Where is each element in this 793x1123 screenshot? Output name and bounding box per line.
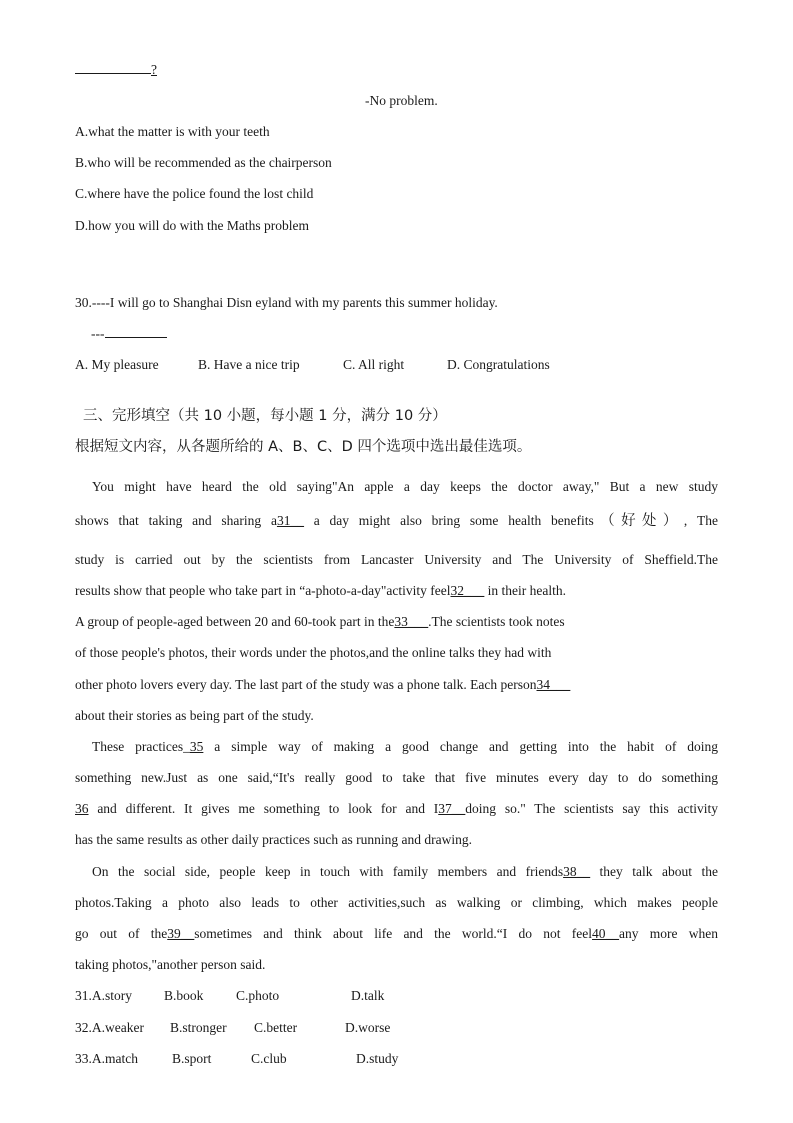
q29-prompt-line [75, 61, 157, 79]
passage-text: go out of the [75, 926, 168, 941]
q31-options [75, 987, 384, 1005]
passage-line-12: has the same results as other daily practices such as running and drawing. [75, 832, 473, 847]
passage-text: On the social side, people keep in touch with family members and friends [92, 864, 564, 879]
passage-text: doing so." The scientists say this activity [465, 801, 718, 816]
passage-text: in their health. [484, 583, 566, 598]
q31-option-a: 31.A.story [75, 988, 132, 1003]
passage-text: These practices_ [92, 739, 190, 754]
section3-instruction: 根据短文内容，从各题所给的 A、B、C、D 四个选项中选出最佳选项。 [75, 439, 532, 455]
passage-text: a day might also bring some health benefits [303, 513, 594, 528]
q30-option-c: C. All right [343, 357, 405, 372]
passage-line-7 [75, 676, 570, 694]
passage-text: any more when [619, 926, 718, 941]
q32-option-a: 32.A.weaker [75, 1020, 144, 1035]
blank-39: 39__ [167, 926, 195, 941]
passage-line-14: photos.Taking a photo also leads to other activities,such as walking or climbing, which makes people [75, 895, 718, 910]
passage-line-11 [75, 800, 718, 818]
passage-text: a simple way of making a good change and getting into the habit of doing [203, 739, 718, 754]
q32-options [75, 1019, 390, 1037]
q29-option-a: A.what the matter is with your teeth [75, 124, 270, 139]
passage-text: , The [683, 513, 718, 528]
q32-option-c: C.better [254, 1020, 298, 1035]
passage-line-16: taking photos,"another person said. [75, 957, 266, 972]
q33-option-b: B.sport [172, 1051, 212, 1066]
q30-option-b: B. Have a nice trip [198, 357, 300, 372]
passage-text: results show that people who take part in “a-photo-a-day"activity feel [75, 583, 451, 598]
passage-line-10: something new.Just as one said,“It's really good to take that five minutes every day to do something [75, 770, 718, 785]
passage-text: shows that taking and sharing a [75, 513, 277, 528]
q30-response-prefix: --- [91, 326, 105, 341]
passage-line-5 [75, 613, 565, 631]
passage-text: other photo lovers every day. The last part of the study was a phone talk. Each person [75, 677, 537, 692]
passage-line-15 [75, 925, 718, 943]
q29-option-b: B.who will be recommended as the chairperson [75, 155, 332, 170]
passage-line-8: about their stories as being part of the study. [75, 708, 314, 723]
passage-text: and different. It gives me something to look for and I [88, 801, 439, 816]
passage-line-9 [92, 738, 718, 756]
q33-options [75, 1050, 398, 1068]
blank-32: 32___ [450, 583, 485, 598]
q31-option-c: C.photo [236, 988, 280, 1003]
section3-heading: 三、完形填空（共 10 小题，每小题 1 分，满分 10 分） [83, 408, 447, 424]
passage-line-2 [75, 512, 718, 530]
benefits-gloss: （好处） [593, 513, 684, 529]
q31-option-d: D.talk [351, 988, 385, 1003]
q30-option-a: A. My pleasure [75, 357, 159, 372]
q33-option-c: C.club [251, 1051, 287, 1066]
passage-line-13 [92, 863, 718, 881]
passage-line-4 [75, 582, 566, 600]
blank-33: 33___ [394, 614, 429, 629]
q33-option-a: 33.A.match [75, 1051, 138, 1066]
blank-37: 37__ [438, 801, 466, 816]
q30-stem: 30.----I will go to Shanghai Disn eyland with my parents this summer holiday. [75, 295, 498, 310]
q33-option-d: D.study [356, 1051, 399, 1066]
q32-option-d: D.worse [345, 1020, 391, 1035]
blank-38: 38__ [563, 864, 591, 879]
passage-line-6: of those people's photos, their words under the photos,and the online talks they had with [75, 645, 552, 660]
q31-option-b: B.book [164, 988, 204, 1003]
blank-35: 35 [189, 739, 204, 754]
q30-answer-blank [105, 325, 167, 338]
q29-option-d: D.how you will do with the Maths problem [75, 218, 309, 233]
passage-text: A group of people-aged between 20 and 60-took part in the [75, 614, 395, 629]
q29-answer-blank [75, 61, 151, 74]
blank-36: 36 [75, 801, 89, 816]
passage-text: .The scientists took notes [428, 614, 565, 629]
passage-line-3: study is carried out by the scientists from Lancaster University and The University of Sheffield.The [75, 552, 718, 567]
passage-text: they talk about the [590, 864, 718, 879]
q30-options [75, 356, 550, 374]
passage-text: sometimes and think about life and the world.“I do not feel [194, 926, 593, 941]
blank-34: 34___ [536, 677, 571, 692]
q29-option-c: C.where have the police found the lost child [75, 186, 314, 201]
q29-response: -No problem. [365, 93, 438, 108]
q32-option-b: B.stronger [170, 1020, 227, 1035]
q30-response-line [91, 325, 167, 343]
q29-question-mark: ? [151, 62, 157, 77]
blank-31: 31__ [276, 513, 304, 528]
blank-40: 40__ [592, 926, 620, 941]
q30-option-d: D. Congratulations [447, 357, 550, 372]
passage-line-1: You might have heard the old saying"An apple a day keeps the doctor away," But a new study [92, 479, 718, 494]
